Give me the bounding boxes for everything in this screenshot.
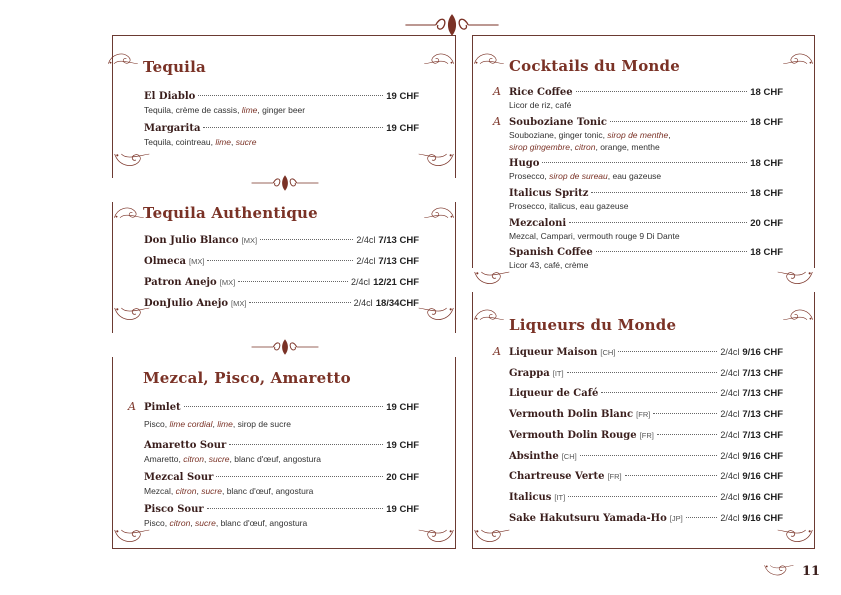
menu-item-name: Hugo [509, 158, 540, 169]
dot-leader [596, 251, 748, 252]
dot-leader [542, 162, 747, 163]
menu-item-row [144, 256, 419, 267]
menu-item-volume: 2/4cl [720, 491, 740, 502]
menu-item-volume: 2/4cl [720, 471, 740, 482]
description-text: , [212, 419, 218, 429]
menu-item-price: 18/34CHF [375, 298, 419, 309]
menu-item-row [509, 247, 783, 258]
menu-item-row [144, 298, 419, 309]
menu-item-price: 18 CHF [750, 87, 783, 98]
menu-item-price: 19 CHF [386, 402, 419, 413]
menu-item-description [509, 230, 680, 242]
menu-item-volume: 2/4cl [351, 277, 371, 287]
description-text: Souboziane, ginger tonic, [509, 130, 608, 140]
dot-leader [207, 260, 353, 261]
dot-leader [260, 239, 353, 240]
menu-item-description [509, 170, 661, 182]
menu-item-price: 7/13 CHF [378, 256, 419, 267]
description-highlight: lime [241, 105, 258, 115]
menu-item-row [509, 451, 783, 462]
dot-leader [653, 413, 717, 414]
description-text: Amaretto, [144, 454, 184, 464]
corner-flourish-icon [775, 266, 815, 294]
dot-leader [601, 392, 717, 393]
description-highlight: lime [217, 419, 233, 429]
description-highlight: sucre [201, 486, 222, 496]
dot-leader [567, 372, 718, 373]
menu-item-row [509, 188, 783, 199]
divider-ornament-icon [250, 172, 320, 194]
description-highlight: sucre [208, 454, 230, 464]
menu-item-price: 7/13 CHF [742, 388, 783, 400]
description-text: , eau gazeuse [607, 171, 662, 181]
corner-flourish-icon [416, 524, 456, 552]
description-highlight: lime [215, 137, 231, 147]
menu-item-row [509, 430, 783, 441]
dot-leader [610, 121, 747, 122]
corner-flourish-icon [775, 524, 815, 552]
menu-item-name: Liqueur Maison [509, 347, 598, 358]
description-text: , sirop de sucre [232, 419, 291, 429]
menu-item-volume: 2/4cl [720, 388, 740, 399]
description-text: , [569, 142, 575, 152]
corner-flourish-icon [472, 42, 506, 72]
section-title: Tequila [143, 58, 206, 76]
corner-flourish-icon [781, 298, 815, 328]
description-text: , blanc d'œuf, angostura [215, 518, 308, 528]
menu-item-price: 20 CHF [386, 472, 419, 483]
description-text: Tequila, cointreau, [144, 137, 216, 147]
menu-item-row [128, 400, 419, 413]
menu-item-row [493, 85, 783, 98]
menu-item-origin: [FR] [636, 410, 651, 420]
menu-item-name: Don Julio Blanco [144, 235, 239, 246]
menu-item-description [144, 517, 307, 529]
menu-item-name: Grappa [509, 367, 550, 379]
menu-item-description [509, 99, 571, 111]
menu-item-row [144, 91, 419, 102]
menu-item-origin: [CH] [600, 348, 616, 357]
menu-item-description [509, 200, 629, 212]
dot-leader [569, 222, 747, 223]
menu-item-volume: 2/4cl [720, 347, 740, 357]
description-text: , [230, 137, 236, 147]
menu-item-row [144, 504, 419, 515]
dot-leader [198, 95, 383, 96]
menu-item-volume: 2/4cl [356, 256, 376, 266]
menu-item-price: 19 CHF [386, 91, 419, 102]
dot-leader [686, 517, 718, 518]
menu-item-volume: 2/4cl [720, 409, 740, 420]
menu-item-row [509, 492, 783, 503]
section-title: Liqueurs du Monde [509, 316, 677, 334]
menu-item-price: 9/16 CHF [742, 471, 783, 483]
corner-flourish-icon [416, 302, 456, 330]
menu-item-price: 18 CHF [750, 158, 783, 169]
menu-item-origin: [JP] [669, 513, 683, 523]
description-highlight: citron [169, 518, 191, 528]
corner-flourish-icon [472, 524, 512, 552]
menu-item-name: Italicus Spritz [509, 188, 589, 199]
menu-item-row [509, 388, 783, 399]
menu-item-row [509, 513, 783, 524]
description-highlight: citron [574, 142, 596, 152]
dot-leader [207, 508, 384, 509]
frame-gap [469, 268, 818, 292]
description-text: , [204, 454, 209, 464]
dot-leader [657, 434, 717, 435]
menu-item-name: Mezcaloni [509, 218, 567, 229]
section-title: Tequila Authentique [143, 204, 318, 222]
menu-item-price: 18 CHF [750, 247, 783, 258]
dot-leader [238, 281, 348, 282]
menu-item-name: Italicus [509, 491, 552, 503]
divider-ornament-icon [250, 336, 320, 358]
menu-item-origin: [FR] [607, 472, 622, 482]
menu-item-name: Chartreuse Verte [509, 471, 605, 483]
description-highlight: sucre [195, 518, 216, 528]
corner-flourish-icon [416, 148, 456, 176]
menu-item-description [509, 129, 671, 153]
menu-item-row [493, 115, 783, 128]
menu-item-volume: 2/4cl [356, 235, 376, 245]
dot-leader [625, 475, 718, 476]
dot-leader [216, 476, 383, 477]
description-highlight: sirop de menthe [607, 130, 669, 140]
menu-item-row [493, 345, 783, 358]
menu-item-price: 19 CHF [386, 440, 419, 451]
menu-item-origin: [IT] [554, 492, 566, 502]
dot-leader [576, 91, 748, 92]
corner-flourish-icon [112, 148, 152, 176]
menu-item-marker: A [493, 85, 501, 98]
menu-item-price: 7/13 CHF [742, 409, 783, 421]
menu-item-volume: 2/4cl [720, 512, 740, 523]
description-text: Tequila, crème de cassis, [144, 105, 242, 115]
menu-item-origin: [MX] [189, 257, 205, 266]
description-text: , [190, 518, 196, 528]
menu-item-volume: 2/4cl [720, 450, 740, 461]
menu-item-volume: 2/4cl [720, 367, 740, 378]
menu-item-name: Margarita [144, 123, 201, 134]
description-text: , [668, 130, 671, 140]
menu-item-volume: 2/4cl [720, 429, 740, 440]
menu-item-name: DonJulio Anejo [144, 298, 229, 309]
description-text: Pisco, [144, 518, 170, 528]
description-text: , [196, 486, 202, 496]
corner-flourish-icon [472, 298, 506, 328]
menu-item-price: 12/21 CHF [373, 277, 419, 288]
section-title: Cocktails du Monde [509, 57, 680, 75]
menu-item-name: Patron Anejo [144, 277, 217, 288]
dot-leader [184, 406, 384, 407]
corner-flourish-icon [781, 42, 815, 72]
description-highlight: lime cordial [169, 419, 213, 429]
menu-item-name: Sake Hakutsuru Yamada-Ho [509, 512, 667, 524]
menu-item-row [509, 471, 783, 482]
description-text: , orange, menthe [595, 142, 660, 152]
description-highlight: sucre [235, 137, 257, 147]
description-text: , blanc d'œuf, angostura [229, 454, 321, 464]
menu-item-volume: 2/4cl [353, 298, 373, 308]
menu-item-description [509, 259, 588, 271]
menu-item-origin: [MX] [219, 278, 236, 287]
menu-item-name: Amaretto Sour [144, 440, 227, 451]
description-text: Prosecco, [509, 171, 550, 181]
corner-flourish-icon [422, 196, 456, 226]
description-highlight: citron [175, 486, 197, 496]
menu-item-row [144, 472, 419, 483]
menu-item-name: Mezcal Sour [144, 472, 214, 483]
description-text: , ginger beer [257, 105, 306, 115]
menu-item-name: Vermouth Dolin Rouge [509, 429, 637, 441]
dot-leader [568, 496, 717, 497]
menu-item-price: 9/16 CHF [742, 512, 783, 524]
menu-item-name: Vermouth Dolin Blanc [509, 409, 634, 421]
description-highlight: sirop gingembre [509, 142, 570, 152]
menu-item-price: 9/16 CHF [742, 491, 783, 503]
menu-item-marker: A [493, 115, 501, 128]
menu-item-row [144, 440, 419, 451]
menu-item-name: Olmeca [144, 256, 187, 267]
menu-item-name: Souboziane Tonic [509, 117, 608, 128]
menu-item-price: 9/16 CHF [742, 450, 783, 462]
menu-item-description [144, 136, 256, 148]
menu-item-name: El Diablo [144, 91, 196, 102]
menu-item-name: Absinthe [509, 450, 559, 462]
menu-item-description [144, 485, 313, 497]
description-text: Licor de riz, café [509, 100, 572, 110]
section-title: Mezcal, Pisco, Amaretto [143, 369, 351, 387]
menu-item-origin: [IT] [552, 368, 564, 378]
description-text: Prosecco, italicus, eau gazeuse [509, 201, 629, 211]
description-highlight: sirop de sureau [549, 171, 608, 181]
menu-item-origin: [MX] [231, 299, 247, 308]
menu-item-price: 19 CHF [386, 504, 419, 515]
menu-item-price: 7/13 CHF [742, 429, 783, 441]
top-center-ornament-icon [402, 12, 502, 38]
page-number-flourish-icon [760, 562, 798, 582]
corner-flourish-icon [106, 42, 140, 72]
dot-leader [229, 444, 383, 445]
menu-item-origin: [MX] [241, 236, 258, 245]
menu-item-row [144, 277, 419, 288]
menu-item-name: Rice Coffee [509, 87, 573, 98]
dot-leader [203, 127, 383, 128]
menu-item-origin: [FR] [639, 430, 654, 440]
menu-item-name: Pisco Sour [144, 504, 204, 515]
menu-item-row [144, 123, 419, 134]
menu-item-marker: A [128, 400, 136, 413]
description-text: Mezcal, [144, 486, 176, 496]
page-number: 11 [802, 564, 821, 579]
menu-item-price: 18 CHF [750, 117, 783, 128]
menu-item-description [144, 104, 305, 116]
menu-item-name: Spanish Coffee [509, 247, 593, 258]
description-text: , blanc d'œuf, angostura [221, 486, 314, 496]
menu-item-row [509, 368, 783, 379]
dot-leader [580, 455, 718, 456]
menu-item-description [144, 453, 321, 465]
menu-item-price: 19 CHF [386, 123, 419, 134]
description-highlight: citron [183, 454, 205, 464]
menu-item-price: 7/13 CHF [378, 235, 419, 246]
dot-leader [618, 351, 717, 352]
corner-flourish-icon [422, 42, 456, 72]
menu-item-row [509, 158, 783, 169]
menu-item-row [509, 218, 783, 229]
menu-item-row [509, 409, 783, 420]
menu-item-origin: [CH] [561, 451, 577, 461]
dot-leader [249, 302, 350, 303]
menu-item-name: Pimlet [144, 402, 181, 413]
menu-item-price: 7/13 CHF [742, 367, 783, 379]
description-text: Licor 43, café, crème [509, 260, 589, 270]
description-text: Pisco, [144, 419, 170, 429]
menu-item-marker: A [493, 345, 501, 358]
menu-item-description [144, 418, 291, 430]
menu-item-name: Liqueur de Café [509, 388, 599, 400]
corner-flourish-icon [472, 266, 512, 294]
menu-item-price: 18 CHF [750, 188, 783, 199]
description-text: Mezcal, Campari, vermouth rouge 9 Di Dante [509, 231, 680, 241]
dot-leader [591, 192, 747, 193]
menu-item-row [144, 235, 419, 246]
corner-flourish-icon [112, 196, 146, 226]
menu-item-price: 9/16 CHF [742, 347, 783, 358]
menu-item-price: 20 CHF [750, 218, 783, 229]
